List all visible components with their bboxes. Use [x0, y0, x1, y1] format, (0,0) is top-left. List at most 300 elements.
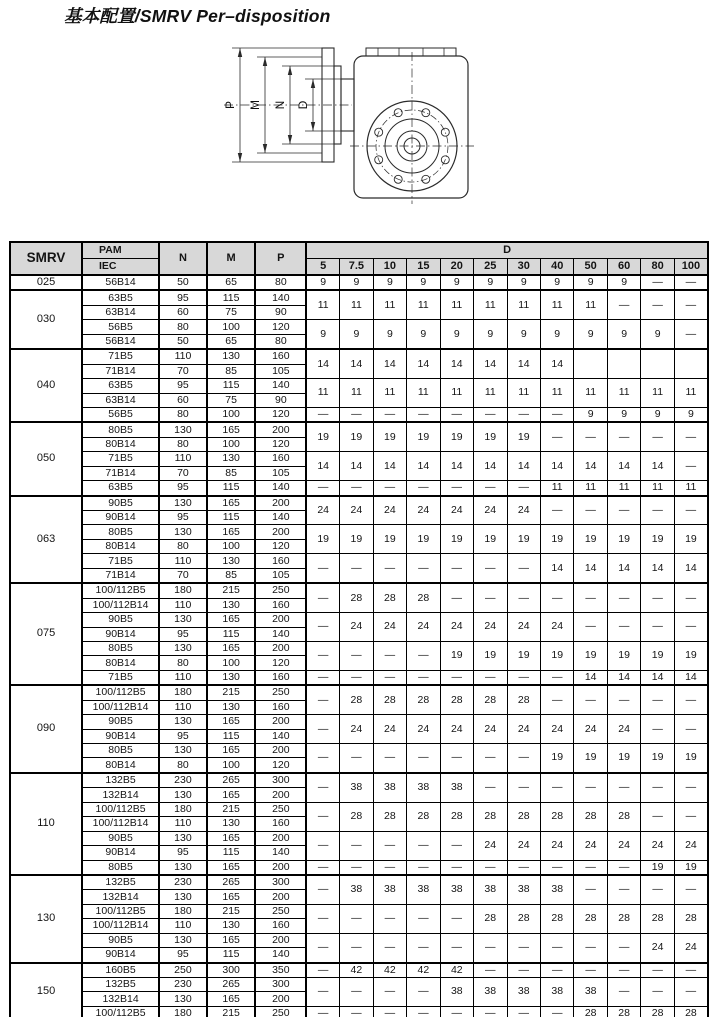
- d-cell: 11: [340, 379, 373, 408]
- p-cell: 105: [255, 466, 306, 480]
- d-cell: 38: [440, 875, 473, 904]
- p-cell: 120: [255, 407, 306, 422]
- d-cell: 24: [674, 831, 708, 860]
- d-cell: 24: [373, 496, 406, 525]
- d-cell: 19: [607, 641, 640, 670]
- table-row: [10, 875, 708, 890]
- table-row: [10, 452, 708, 466]
- d-cell: 14: [641, 554, 674, 583]
- header-p: P: [255, 242, 306, 275]
- d-cell: —: [440, 481, 473, 496]
- d-cell: 19: [474, 422, 507, 451]
- dim-label-M: M: [248, 100, 262, 110]
- m-cell: 165: [207, 890, 256, 904]
- d-cell: 24: [440, 613, 473, 642]
- header-d: D: [306, 242, 708, 259]
- d-cell: —: [507, 1006, 540, 1017]
- d-cell: 38: [373, 875, 406, 904]
- d-cell: —: [474, 407, 507, 422]
- d-cell: —: [373, 481, 406, 496]
- header-smrv: SMRV: [10, 242, 82, 275]
- d-cell: 28: [574, 1006, 607, 1017]
- d-cell: 9: [574, 320, 607, 349]
- m-cell: 165: [207, 788, 256, 802]
- table-row: [10, 320, 708, 334]
- d-cell: 14: [607, 670, 640, 685]
- d-cell: 38: [440, 773, 473, 802]
- d-cell: 24: [474, 613, 507, 642]
- p-cell: 160: [255, 554, 306, 568]
- p-cell: 140: [255, 948, 306, 963]
- d-cell: 14: [306, 452, 339, 481]
- d-cell: [607, 349, 640, 378]
- d-cell: 19: [674, 525, 708, 554]
- d-cell: 24: [540, 715, 573, 744]
- smrv-cell: 150: [10, 963, 82, 1017]
- table-row: [10, 904, 708, 918]
- d-cell: 24: [373, 613, 406, 642]
- iec-cell: 90B5: [82, 613, 159, 627]
- d-cell: —: [340, 407, 373, 422]
- iec-cell: 100/112B5: [82, 904, 159, 918]
- p-cell: 80: [255, 334, 306, 349]
- m-cell: 130: [207, 817, 256, 831]
- d-cell: 28: [540, 904, 573, 933]
- n-cell: 70: [159, 466, 207, 480]
- d-cell: 11: [407, 290, 440, 319]
- d-cell: —: [674, 320, 708, 349]
- d-cell: —: [440, 1006, 473, 1017]
- smrv-cell: 110: [10, 773, 82, 875]
- p-cell: 250: [255, 904, 306, 918]
- d-cell: —: [373, 831, 406, 860]
- iec-cell: 132B5: [82, 875, 159, 890]
- d-cell: 38: [440, 978, 473, 1007]
- d-cell: —: [373, 744, 406, 773]
- d-cell: —: [674, 963, 708, 978]
- d-cell: 19: [507, 422, 540, 451]
- m-cell: 165: [207, 831, 256, 845]
- d-cell: 9: [674, 407, 708, 422]
- n-cell: 80: [159, 320, 207, 334]
- d-cell: —: [340, 744, 373, 773]
- d-cell: —: [574, 613, 607, 642]
- p-cell: 200: [255, 933, 306, 947]
- d-cell: 9: [407, 320, 440, 349]
- d-cell: 24: [540, 613, 573, 642]
- d-cell: 19: [607, 744, 640, 773]
- p-cell: 120: [255, 758, 306, 773]
- d-cell: —: [574, 963, 607, 978]
- smrv-cell: 040: [10, 349, 82, 422]
- header-iec: IEC: [82, 259, 159, 276]
- iec-cell: 90B14: [82, 511, 159, 525]
- iec-cell: 56B5: [82, 407, 159, 422]
- n-cell: 230: [159, 978, 207, 992]
- d-cell: 24: [540, 831, 573, 860]
- m-cell: 130: [207, 554, 256, 568]
- d-cell: 24: [407, 715, 440, 744]
- table-row: [10, 715, 708, 729]
- table-row: [10, 613, 708, 627]
- d-cell: 38: [340, 773, 373, 802]
- d-cell: 24: [373, 715, 406, 744]
- d-cell: —: [607, 422, 640, 451]
- d-cell: —: [306, 715, 339, 744]
- d-cell: —: [340, 933, 373, 962]
- d-cell: 24: [407, 613, 440, 642]
- d-cell: —: [540, 860, 573, 875]
- d-cell: —: [674, 422, 708, 451]
- n-cell: 110: [159, 554, 207, 568]
- d-cell: 11: [540, 481, 573, 496]
- p-cell: 90: [255, 305, 306, 319]
- d-cell: —: [340, 860, 373, 875]
- iec-cell: 56B5: [82, 320, 159, 334]
- d-cell: 19: [674, 860, 708, 875]
- d-cell: 28: [641, 1006, 674, 1017]
- m-cell: 115: [207, 729, 256, 743]
- d-cell: —: [474, 554, 507, 583]
- table-row: [10, 290, 708, 305]
- iec-cell: 63B5: [82, 481, 159, 496]
- m-cell: 265: [207, 773, 256, 788]
- d-cell: 14: [474, 349, 507, 378]
- p-cell: 200: [255, 992, 306, 1006]
- n-cell: 80: [159, 437, 207, 451]
- n-cell: 60: [159, 393, 207, 407]
- d-cell: —: [607, 773, 640, 802]
- d-cell: 19: [674, 744, 708, 773]
- m-cell: 165: [207, 641, 256, 655]
- smrv-cell: 063: [10, 496, 82, 584]
- d-cell: 9: [474, 275, 507, 290]
- d-cell: —: [540, 1006, 573, 1017]
- m-cell: 215: [207, 802, 256, 816]
- m-cell: 100: [207, 407, 256, 422]
- d-cell: —: [641, 583, 674, 612]
- p-cell: 140: [255, 511, 306, 525]
- d-cell: —: [540, 933, 573, 962]
- n-cell: 60: [159, 305, 207, 319]
- d-cell: 38: [540, 875, 573, 904]
- d-cell: 11: [507, 290, 540, 319]
- d-cell: —: [607, 496, 640, 525]
- d-cell: 19: [540, 744, 573, 773]
- d-cell: —: [641, 422, 674, 451]
- p-cell: 300: [255, 875, 306, 890]
- d-cell: —: [607, 933, 640, 962]
- table-row: [10, 963, 708, 978]
- d-cell: 14: [674, 554, 708, 583]
- d-cell: 14: [674, 670, 708, 685]
- d-cell: —: [306, 875, 339, 904]
- d-cell: —: [407, 904, 440, 933]
- d-cell: —: [340, 904, 373, 933]
- n-cell: 230: [159, 773, 207, 788]
- header-n: N: [159, 242, 207, 275]
- d-cell: —: [474, 744, 507, 773]
- m-cell: 130: [207, 700, 256, 714]
- d-cell: —: [641, 802, 674, 831]
- m-cell: 65: [207, 334, 256, 349]
- d-cell: —: [507, 860, 540, 875]
- d-cell: 14: [540, 452, 573, 481]
- d-cell: 24: [574, 715, 607, 744]
- d-cell: —: [641, 978, 674, 1007]
- iec-cell: 71B5: [82, 349, 159, 364]
- p-cell: 160: [255, 598, 306, 612]
- d-cell: —: [674, 875, 708, 904]
- iec-cell: 132B14: [82, 992, 159, 1006]
- d-cell: 42: [440, 963, 473, 978]
- p-cell: 160: [255, 817, 306, 831]
- n-cell: 110: [159, 452, 207, 466]
- d-cell: 28: [474, 802, 507, 831]
- iec-cell: 80B5: [82, 422, 159, 437]
- d-cell: —: [674, 290, 708, 319]
- n-cell: 130: [159, 890, 207, 904]
- table-row: [10, 525, 708, 539]
- p-cell: 200: [255, 422, 306, 437]
- p-cell: 200: [255, 860, 306, 875]
- d-cell: 19: [574, 525, 607, 554]
- p-cell: 200: [255, 890, 306, 904]
- d-cell: 19: [507, 641, 540, 670]
- iec-cell: 160B5: [82, 963, 159, 978]
- iec-cell: 80B14: [82, 539, 159, 553]
- iec-cell: 132B5: [82, 773, 159, 788]
- n-cell: 130: [159, 422, 207, 437]
- m-cell: 130: [207, 670, 256, 685]
- iec-cell: 63B14: [82, 305, 159, 319]
- d-cell: —: [607, 860, 640, 875]
- d-cell: —: [641, 715, 674, 744]
- d-cell: 28: [507, 802, 540, 831]
- d-cell: 28: [574, 802, 607, 831]
- p-cell: 140: [255, 379, 306, 393]
- table-row: [10, 275, 708, 290]
- m-cell: 100: [207, 758, 256, 773]
- d-cell: —: [407, 933, 440, 962]
- iec-cell: 63B5: [82, 379, 159, 393]
- d-cell: 28: [373, 583, 406, 612]
- iec-cell: 71B5: [82, 554, 159, 568]
- m-cell: 130: [207, 919, 256, 933]
- d-cell: 11: [373, 290, 406, 319]
- m-cell: 130: [207, 452, 256, 466]
- d-cell: —: [641, 613, 674, 642]
- d-cell: —: [641, 963, 674, 978]
- iec-cell: 100/112B14: [82, 598, 159, 612]
- d-cell: 14: [574, 554, 607, 583]
- table-row: [10, 554, 708, 568]
- p-cell: 80: [255, 275, 306, 290]
- d-cell: 19: [540, 641, 573, 670]
- d-cell: 24: [474, 831, 507, 860]
- d-cell: 11: [674, 379, 708, 408]
- n-cell: 230: [159, 875, 207, 890]
- d-cell: —: [373, 933, 406, 962]
- d-cell: 9: [306, 275, 339, 290]
- p-cell: 250: [255, 802, 306, 816]
- d-cell: 9: [373, 320, 406, 349]
- m-cell: 115: [207, 511, 256, 525]
- d-cell: 19: [373, 422, 406, 451]
- m-cell: 100: [207, 656, 256, 670]
- d-cell: 38: [507, 978, 540, 1007]
- d-cell: 38: [540, 978, 573, 1007]
- n-cell: 180: [159, 583, 207, 598]
- p-cell: 160: [255, 670, 306, 685]
- d-cell: 19: [641, 525, 674, 554]
- d-cell: —: [474, 481, 507, 496]
- d-col-header: 80: [641, 259, 674, 276]
- d-cell: 19: [340, 422, 373, 451]
- d-cell: 14: [641, 670, 674, 685]
- d-col-header: 15: [407, 259, 440, 276]
- d-cell: 28: [340, 583, 373, 612]
- d-cell: —: [306, 963, 339, 978]
- d-cell: 19: [474, 525, 507, 554]
- header-pam: PAM: [82, 242, 159, 259]
- d-col-header: 30: [507, 259, 540, 276]
- d-cell: —: [507, 670, 540, 685]
- d-cell: —: [641, 275, 674, 290]
- smrv-cell: 030: [10, 290, 82, 349]
- d-cell: —: [574, 685, 607, 714]
- iec-cell: 90B14: [82, 729, 159, 743]
- d-cell: 11: [574, 481, 607, 496]
- d-cell: 11: [440, 379, 473, 408]
- d-cell: —: [641, 773, 674, 802]
- d-cell: 28: [574, 904, 607, 933]
- d-cell: 9: [574, 407, 607, 422]
- d-cell: —: [607, 290, 640, 319]
- table-row: [10, 685, 708, 700]
- d-cell: 19: [641, 744, 674, 773]
- d-cell: —: [674, 496, 708, 525]
- d-cell: —: [507, 963, 540, 978]
- n-cell: 95: [159, 511, 207, 525]
- d-cell: 9: [641, 320, 674, 349]
- n-cell: 130: [159, 496, 207, 511]
- d-cell: —: [440, 860, 473, 875]
- d-cell: 14: [373, 349, 406, 378]
- d-cell: 11: [540, 379, 573, 408]
- d-cell: —: [306, 641, 339, 670]
- d-cell: 24: [340, 613, 373, 642]
- table-row: [10, 978, 708, 992]
- iec-cell: 90B14: [82, 627, 159, 641]
- n-cell: 80: [159, 407, 207, 422]
- d-col-header: 7.5: [340, 259, 373, 276]
- n-cell: 110: [159, 598, 207, 612]
- iec-cell: 100/112B5: [82, 1006, 159, 1017]
- d-cell: 9: [440, 275, 473, 290]
- iec-cell: 100/112B5: [82, 802, 159, 816]
- d-cell: 14: [574, 452, 607, 481]
- iec-cell: 90B5: [82, 496, 159, 511]
- table-row: [10, 481, 708, 496]
- p-cell: 160: [255, 452, 306, 466]
- n-cell: 95: [159, 290, 207, 305]
- iec-cell: 90B5: [82, 933, 159, 947]
- n-cell: 110: [159, 670, 207, 685]
- front-view: [350, 48, 474, 204]
- d-cell: —: [607, 583, 640, 612]
- m-cell: 65: [207, 275, 256, 290]
- d-cell: 38: [340, 875, 373, 904]
- m-cell: 215: [207, 1006, 256, 1017]
- d-cell: —: [306, 685, 339, 714]
- d-cell: —: [373, 1006, 406, 1017]
- d-cell: —: [540, 773, 573, 802]
- smrv-cell: 130: [10, 875, 82, 963]
- table-row: [10, 860, 708, 875]
- header-m: M: [207, 242, 256, 275]
- d-cell: 14: [540, 349, 573, 378]
- n-cell: 80: [159, 539, 207, 553]
- d-cell: 19: [641, 860, 674, 875]
- p-cell: 250: [255, 685, 306, 700]
- n-cell: 80: [159, 656, 207, 670]
- d-cell: 19: [607, 525, 640, 554]
- iec-cell: 90B14: [82, 948, 159, 963]
- p-cell: 105: [255, 364, 306, 378]
- iec-cell: 80B5: [82, 860, 159, 875]
- d-cell: 24: [340, 715, 373, 744]
- d-cell: 28: [507, 685, 540, 714]
- m-cell: 75: [207, 305, 256, 319]
- d-cell: —: [474, 670, 507, 685]
- d-cell: —: [407, 670, 440, 685]
- d-cell: 14: [607, 452, 640, 481]
- n-cell: 130: [159, 715, 207, 729]
- n-cell: 95: [159, 627, 207, 641]
- iec-cell: 100/112B14: [82, 919, 159, 933]
- d-cell: 9: [540, 320, 573, 349]
- d-cell: 14: [440, 349, 473, 378]
- iec-cell: 80B14: [82, 758, 159, 773]
- p-cell: 120: [255, 539, 306, 553]
- d-cell: —: [306, 773, 339, 802]
- d-cell: 38: [507, 875, 540, 904]
- d-cell: —: [306, 802, 339, 831]
- d-cell: 38: [407, 875, 440, 904]
- d-cell: —: [373, 860, 406, 875]
- p-cell: 250: [255, 1006, 306, 1017]
- table-row: [10, 933, 708, 947]
- n-cell: 110: [159, 700, 207, 714]
- m-cell: 115: [207, 481, 256, 496]
- n-cell: 110: [159, 349, 207, 364]
- m-cell: 165: [207, 715, 256, 729]
- p-cell: 200: [255, 788, 306, 802]
- m-cell: 165: [207, 496, 256, 511]
- m-cell: 85: [207, 568, 256, 583]
- d-cell: —: [306, 744, 339, 773]
- d-cell: 28: [340, 685, 373, 714]
- d-cell: —: [607, 978, 640, 1007]
- d-cell: —: [373, 554, 406, 583]
- iec-cell: 90B5: [82, 715, 159, 729]
- d-cell: —: [474, 933, 507, 962]
- d-cell: 9: [340, 275, 373, 290]
- n-cell: 250: [159, 963, 207, 978]
- d-cell: 24: [340, 496, 373, 525]
- d-cell: —: [407, 1006, 440, 1017]
